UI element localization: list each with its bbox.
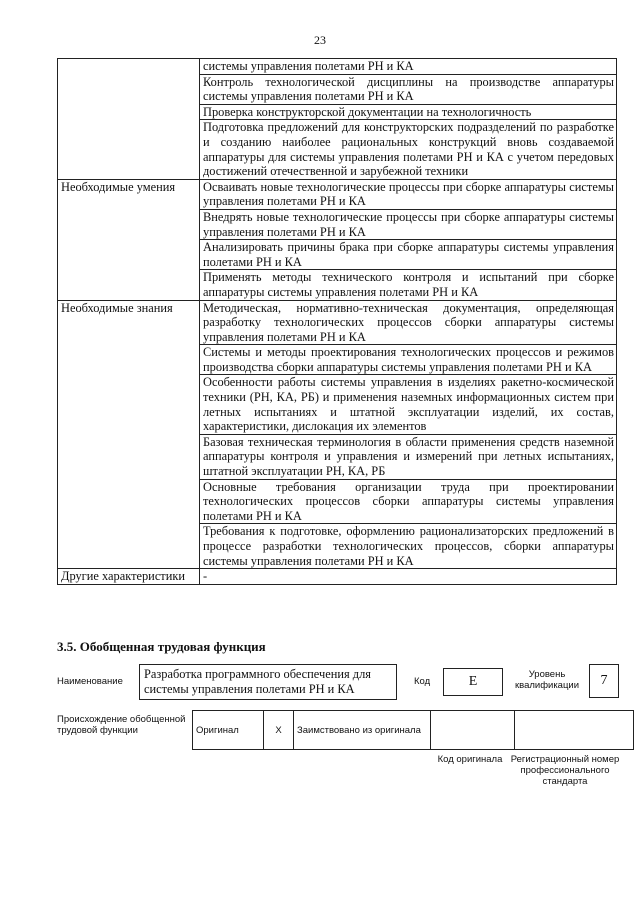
table-row [58, 59, 617, 75]
code-original-cell [431, 711, 515, 750]
reg-number-caption: Регистрационный номер профессионального стандарта [510, 754, 620, 787]
row-text: Требования к подготовке, оформлению рационализаторских предложений в процессе разработки технологических процессов, сборки аппаратуры системы управления полетами РН и КА [200, 524, 617, 569]
row-text: - [200, 569, 617, 585]
row-text: Системы и методы проектирования технологических процессов и режимов производства сборки аппаратуры системы управления полетами РН и КА [200, 345, 617, 375]
table-row [58, 179, 617, 209]
row-text: Осваивать новые технологические процессы при сборке аппаратуры системы управления полетами РН и КА [200, 179, 617, 209]
original-label: Оригинал [193, 711, 264, 750]
origin-table [192, 710, 634, 750]
origin-label: Происхождение обобщенной трудовой функции [57, 714, 186, 736]
original-mark: X [264, 711, 294, 750]
row-text: Применять методы технического контроля и испытаний при сборке аппаратуры системы управления полетами РН и КА [200, 270, 617, 300]
row-text: Базовая техническая терминология в области применения средств наземной аппаратуры контроля и управления и измерений при летных испытаниях, штатной эксплуатации РН, КА, РБ [200, 434, 617, 479]
reg-number-cell [515, 711, 634, 750]
row-label: Другие характеристики [58, 569, 200, 585]
row-text: Анализировать причины брака при сборке аппаратуры системы управления полетами РН и КА [200, 240, 617, 270]
row-text: системы управления полетами РН и КА [200, 59, 617, 75]
level-label: Уровень квалификации [514, 669, 580, 691]
row-text: Проверка конструкторской документации на технологичность [200, 104, 617, 120]
row-text: Контроль технологической дисциплины на производстве аппаратуры системы управления полетами РН и КА [200, 74, 617, 104]
row-text: Подготовка предложений для конструкторских подразделений по разработке и созданию наиболее рациональных конструкций вновь создаваемой аппаратуры для системы управления полетами РН и КА с учетом передовых достижений отечественной и зарубежной техники [200, 120, 617, 179]
page-number: 23 [314, 33, 326, 47]
section-title: 3.5. Обобщенная трудовая функция [57, 639, 266, 654]
table-row [58, 569, 617, 585]
row-text: Внедрять новые технологические процессы при сборке аппаратуры системы управления полетами РН и КА [200, 209, 617, 239]
code-original-caption: Код оригинала [437, 754, 503, 765]
row-text: Основные требования организации труда при проектировании технологических процессов сборки аппаратуры системы управления полетами РН и КА [200, 479, 617, 524]
level-value-box: 7 [589, 664, 619, 698]
row-label: Необходимые умения [58, 179, 200, 300]
function-name-box: Разработка программного обеспечения для системы управления полетами РН и КА [139, 664, 397, 700]
row-text: Методическая, нормативно-техническая документация, определяющая разработку технологических процессов сборки аппаратуры системы управления полетами РН и КА [200, 300, 617, 345]
borrowed-label: Заимствовано из оригинала [294, 711, 431, 750]
code-label: Код [414, 676, 431, 687]
row-text: Особенности работы системы управления в изделиях ракетно-космической техники (РН, КА, РБ) и применения наземных информационных систем при летных испытаниях и штатной эксплуатации изделий, их состав, характеристики, дислокация их элементов [200, 375, 617, 434]
code-value-box: E [443, 668, 503, 696]
row-label [58, 59, 200, 180]
row-label: Необходимые знания [58, 300, 200, 569]
name-label: Наименование [57, 676, 123, 687]
table-row [58, 300, 617, 345]
requirements-table [57, 58, 617, 585]
